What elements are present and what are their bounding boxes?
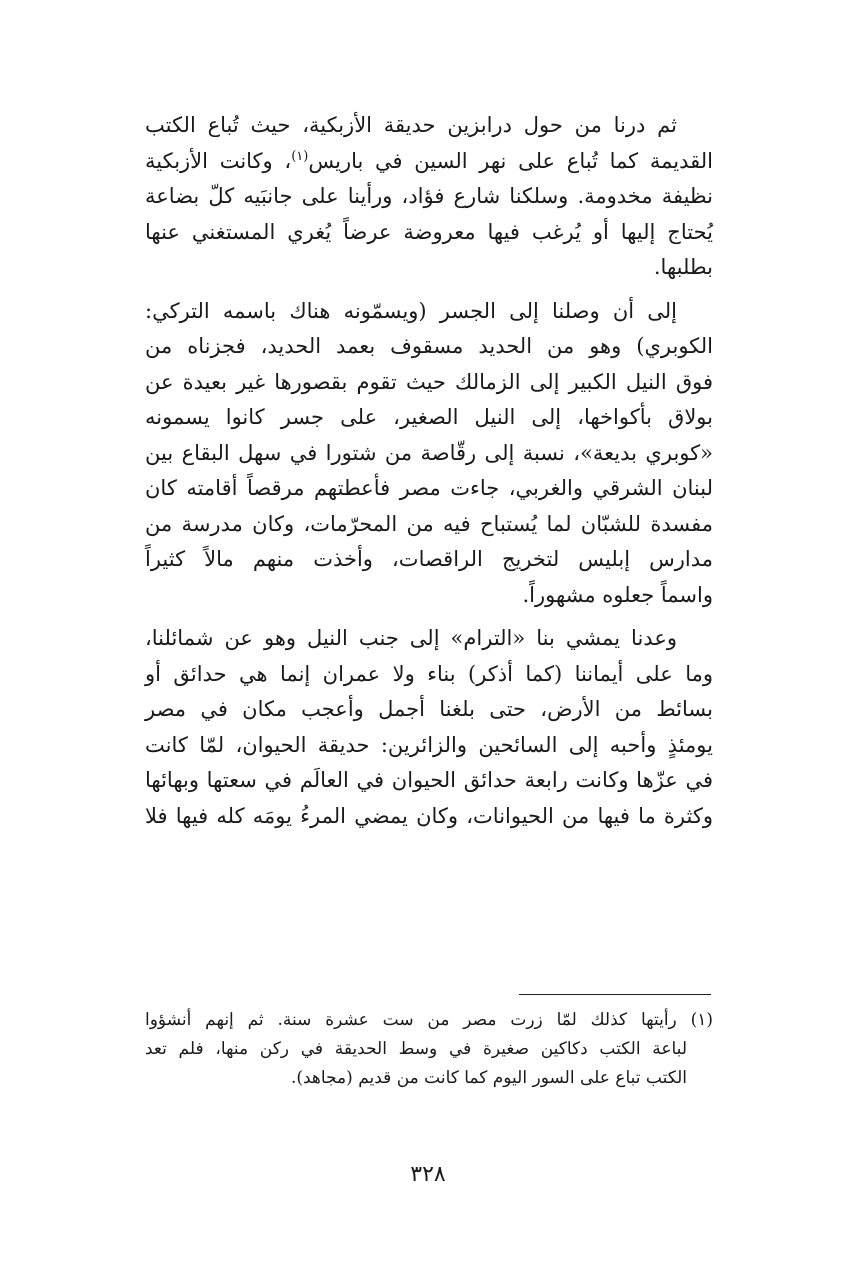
footnote-separator (519, 994, 711, 995)
footnote-line: لباعة الكتب دكاكين صغيرة في وسط الحديقة في ركن منها، فلم تعد (145, 1039, 687, 1059)
text-line: واسماً جعلوه مشهوراً. (522, 582, 713, 607)
page-body (145, 108, 713, 842)
text-fragment: ، وكانت الأزبكية (145, 148, 292, 173)
text-line: لبنان الشرقي والغربي، جاءت مصر فأعطتهم مرقصاً أقامته كان (145, 476, 713, 500)
text-line: في عزّها وكانت رابعة حدائق الحيوان في العالَم في سعتها وبهائها (145, 768, 713, 792)
text-fragment: القديمة كما تُباع على نهر السين في باريس (308, 148, 713, 173)
text-line: مدارس إبليس لتخريج الراقصات، وأخذت منهم مالاً كثيراً (145, 547, 713, 571)
page-number: ٣٢٨ (410, 1162, 446, 1187)
text-line: نظيفة مخدومة. وسلكنا شارع فؤاد، ورأينا على جانبَيه كلّ بضاعة (145, 184, 713, 208)
text-line: «كوبري بديعة»، نسبة إلى رقّاصة من شتورا في سهل البقاع بين (145, 440, 713, 465)
paragraph-3 (145, 621, 713, 834)
footnote-reference[interactable]: (١) (291, 148, 309, 164)
text-line: مفسدة للشبّان لما يُستباح فيه من المحرّمات، وكان مدرسة من (145, 511, 713, 536)
footnote (145, 1006, 713, 1093)
text-line: ثم درنا من حول درابزين حديقة الأزبكية، حيث تُباع الكتب (145, 113, 677, 137)
footnote-line: (١) رأيتها كذلك لمّا زرت مصر من ست عشرة سنة. ثم إنهم أنشؤوا (145, 1010, 713, 1030)
text-line: يُحتاج إليها أو يُرغب فيها معروضة عرضاً يُغري المستغني عنها (145, 219, 713, 244)
text-line: بطلبها. (653, 255, 713, 279)
text-line: وكثرة ما فيها من الحيوانات، وكان يمضي المرءُ يومَه كله فيها فلا (145, 803, 713, 828)
text-line: وعدنا يمشي بنا «الترام» إلى جنب النيل وهو عن شمائلنا، (145, 626, 677, 650)
text-line: يومئذٍ وأحبه إلى السائحين والزائرين: حديقة الحيوان، لمّا كانت (145, 732, 713, 757)
text-line: فوق النيل الكبير إلى الزمالك حيث تقوم بقصورها غير بعيدة عن (145, 369, 713, 394)
text-line-with-footnote-ref (145, 144, 713, 180)
text-line: بسائط من الأرض، حتى بلغنا أجمل وأعجب مكان في مصر (145, 697, 713, 721)
paragraph-1 (145, 108, 713, 286)
text-line: وما على أيماننا (كما أذكر) بناء ولا عمران إنما هي حدائق أو (145, 661, 713, 686)
footnote-line: الكتب تباع على السور اليوم كما كانت من قديم (مجاهد). (290, 1068, 687, 1088)
text-line: إلى أن وصلنا إلى الجسر (ويسمّونه هناك باسمه التركي: (145, 298, 677, 323)
text-line: الكوبري) وهو من الحديد مسقوف بعمد الحديد، فجزناه من (145, 334, 713, 358)
paragraph-2 (145, 294, 713, 614)
text-line: بولاق بأكواخها، إلى النيل الصغير، على جسر كانوا يسمونه (145, 405, 713, 429)
